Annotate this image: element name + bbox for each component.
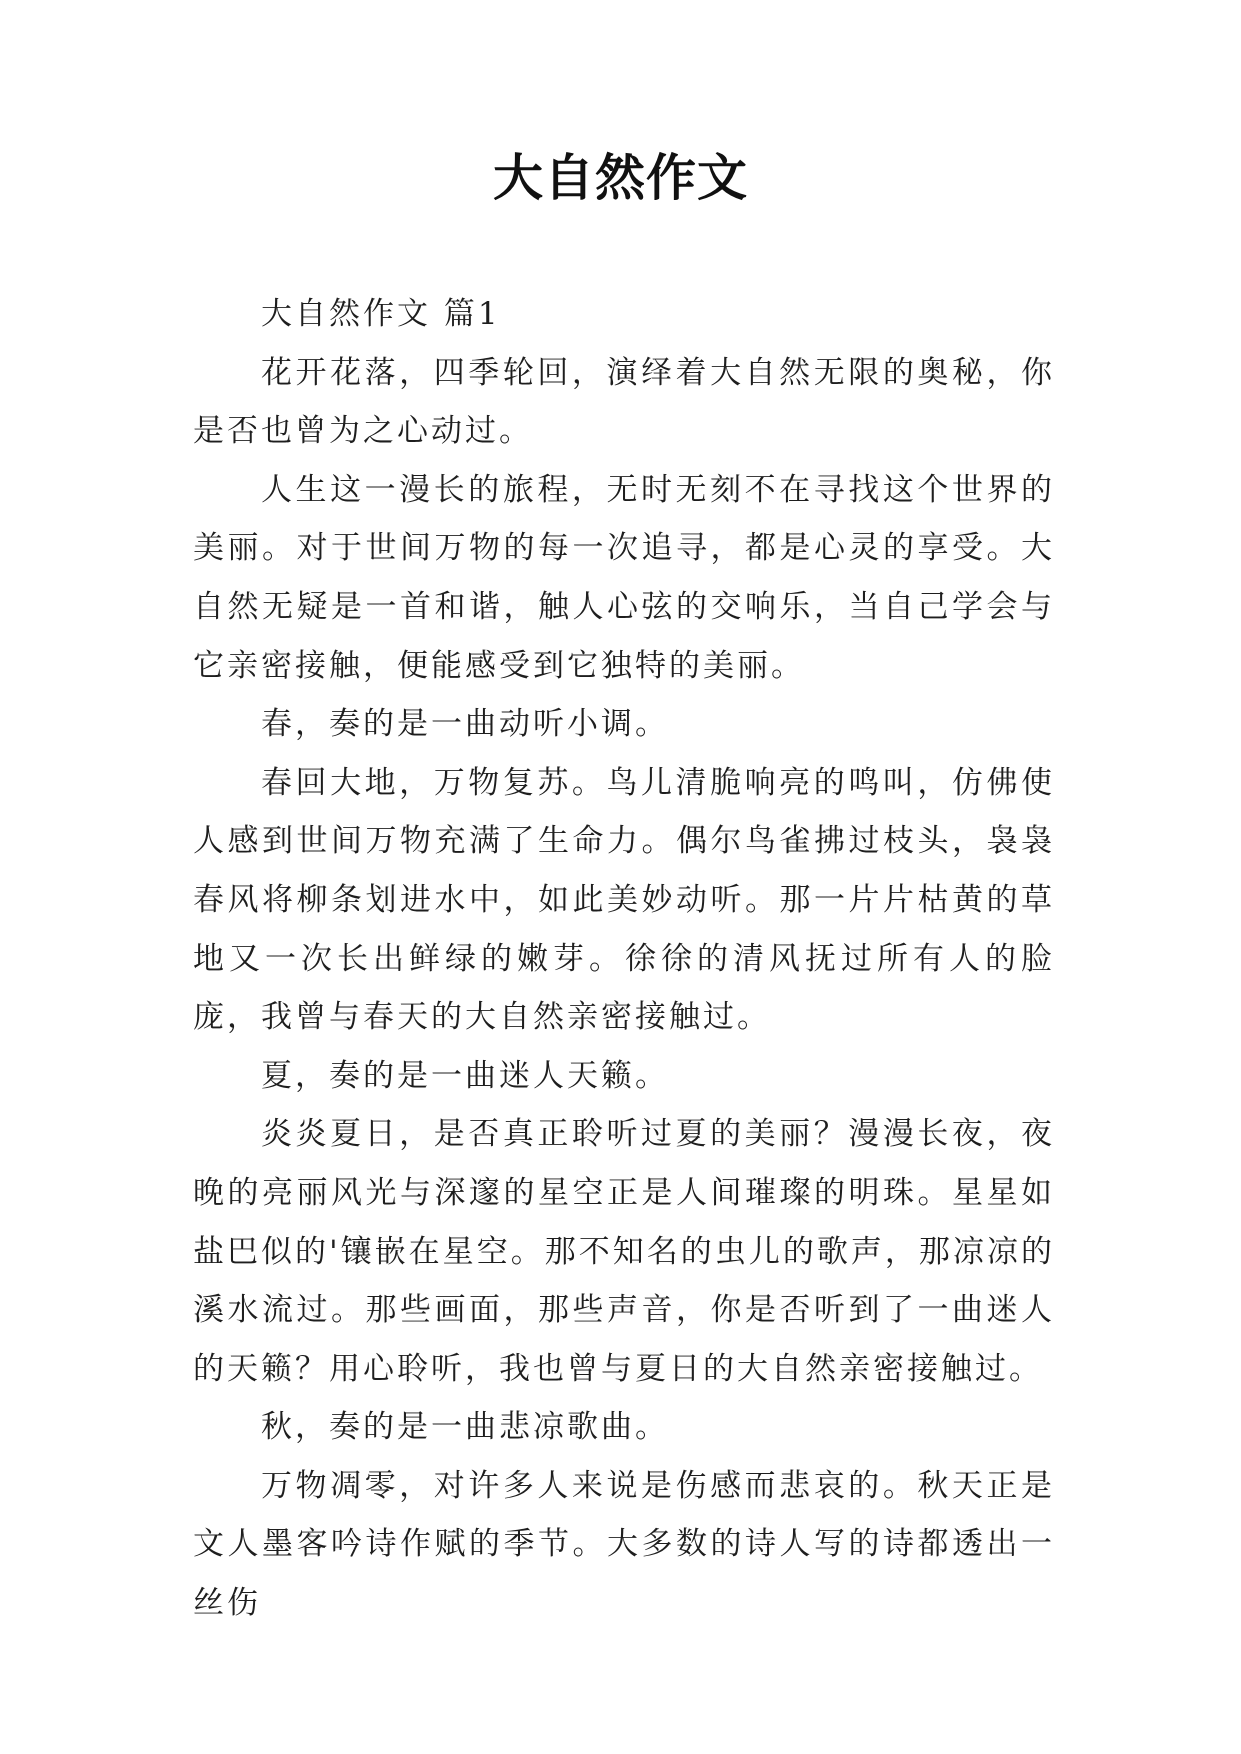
paragraph: 春回大地，万物复苏。鸟儿清脆响亮的鸣叫，仿佛使人感到世间万物充满了生命力。偶尔鸟雀拂过枝头，袅袅春风将柳条划进水中，如此美妙动听。那一片片枯黄的草地又一次长出鲜绿的嫩芽。徐徐的清风抚过所有人的脸庞，我曾与春天的大自然亲密接触过。 xyxy=(193,764,1055,1036)
paragraph: 秋，奏的是一曲悲凉歌曲。 xyxy=(261,1409,669,1446)
document-title: 大自然作文 xyxy=(493,149,748,207)
paragraph: 夏，奏的是一曲迷人天籁。 xyxy=(261,1057,669,1094)
paragraph: 万物凋零，对许多人来说是伤感而悲哀的。秋天正是文人墨客吟诗作赋的季节。大多数的诗人写的诗都透出一丝伤 xyxy=(193,1467,1055,1622)
paragraph: 花开花落，四季轮回，演绎着大自然无限的奥秘，你是否也曾为之心动过。 xyxy=(193,354,1055,450)
paragraph: 炎炎夏日，是否真正聆听过夏的美丽？漫漫长夜，夜晚的亮丽风光与深邃的星空正是人间璀璨的明珠。星星如盐巴似的'镶嵌在星空。那不知名的虫儿的歌声，那凉凉的溪水流过。那些画面，那些声音，你是否听到了一曲迷人的天籁？用心聆听，我也曾与夏日的大自然亲密接触过。 xyxy=(193,1116,1055,1387)
document-body xyxy=(193,285,1055,1633)
paragraph: 春，奏的是一曲动听小调。 xyxy=(261,706,669,743)
paragraph: 人生这一漫长的旅程，无时无刻不在寻找这个世界的美丽。对于世间万物的每一次追寻，都是心灵的享受。大自然无疑是一首和谐，触人心弦的交响乐，当自己学会与它亲密接触，便能感受到它独特的美丽。 xyxy=(193,471,1055,684)
section-heading: 大自然作文 篇1 xyxy=(261,296,501,332)
